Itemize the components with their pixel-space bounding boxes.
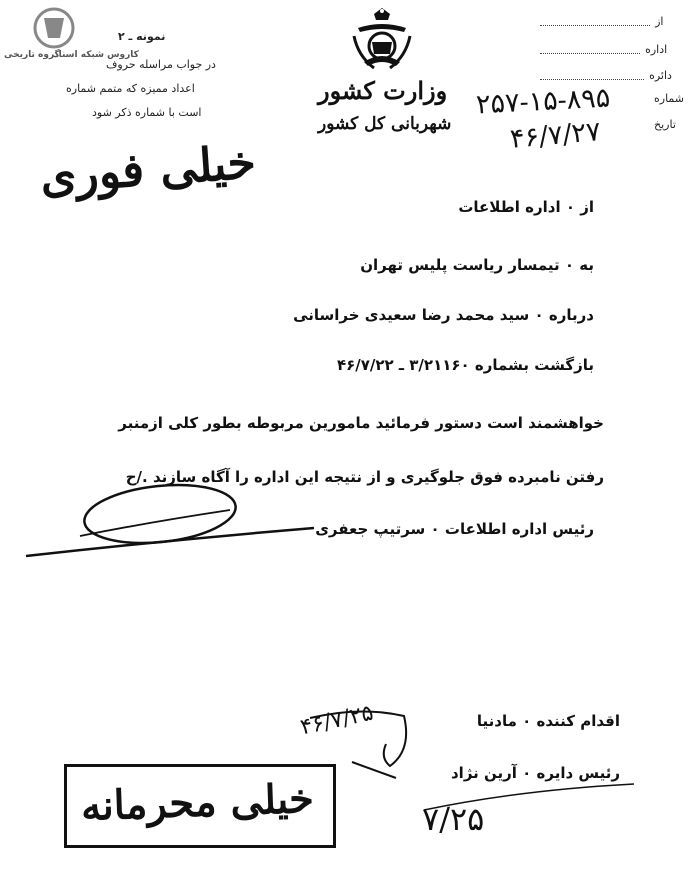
letter-subject-line: درباره ۰ سید محمد رضا سعیدی خراسانی (293, 306, 594, 324)
urgent-heading: خیلی فوری (38, 134, 258, 204)
form-note-line1: در جواب مراسله حروف (106, 58, 216, 71)
letter-from-line: از ۰ اداره اطلاعات (458, 198, 594, 216)
handwritten-date: ۴۶/۷/۲۷ (508, 116, 602, 155)
action-handwritten-date: ۴۶/۷/۲۵ (298, 700, 376, 741)
form-department-label: دائره (649, 69, 672, 82)
confidential-stamp-text: خیلی محرمانه (80, 774, 315, 831)
watermark-logo (4, 4, 139, 66)
letter-to-line: به ۰ تیمسار ریاست پلیس تهران (360, 256, 594, 274)
form-office-row (540, 38, 690, 54)
form-from-label: از (655, 15, 664, 28)
stamp-handwritten-date: ۷/۲۵ (422, 800, 485, 838)
handwritten-number: ۲۵۷-۱۵-۸۹۵ (475, 82, 611, 121)
action-by-line: اقدام کننده ۰ مادنیا (476, 712, 620, 730)
ministry-name: وزارت کشور (318, 76, 448, 105)
form-number: نمونه ـ ۲ (118, 30, 166, 43)
signature-scribble-icon (20, 470, 320, 570)
form-from-row (540, 10, 690, 26)
form-date-label: تاریخ (654, 118, 676, 131)
action-head-line: رئیس دایره ۰ آرین نژاد (450, 764, 620, 782)
form-number-label: شماره (654, 92, 685, 105)
watermark-text: گروه تاریخی (4, 50, 60, 60)
watermark-subtext: کاروس شبکه اسناد (54, 50, 139, 60)
confidential-stamp (64, 764, 336, 848)
lion-and-sun-emblem-icon (344, 6, 420, 76)
signature-line: رئیس اداره اطلاعات ۰ سرتیپ جعفری (315, 520, 594, 538)
ministry-department: شهربانی کل کشور (318, 114, 452, 134)
form-office-label: اداره (645, 43, 668, 56)
form-note-line2: اعداد ممیزه که متمم شماره (66, 82, 195, 95)
letter-body-line2: رفتن نامبرده فوق جلوگیری و از نتیجه این اداره را آگاه سازند ./ح (125, 468, 604, 486)
form-department-row (540, 64, 690, 80)
letter-body-line1: خواهشمند است دستور فرمائید مامورین مربوطه بطور کلی ازمنبر (118, 414, 604, 432)
form-note-line3: است با شماره ذکر شود (92, 106, 202, 119)
letter-reference-line: بازگشت بشماره ۳/۲۱۱۶۰ ـ ۴۶/۷/۲۲ (336, 356, 594, 374)
